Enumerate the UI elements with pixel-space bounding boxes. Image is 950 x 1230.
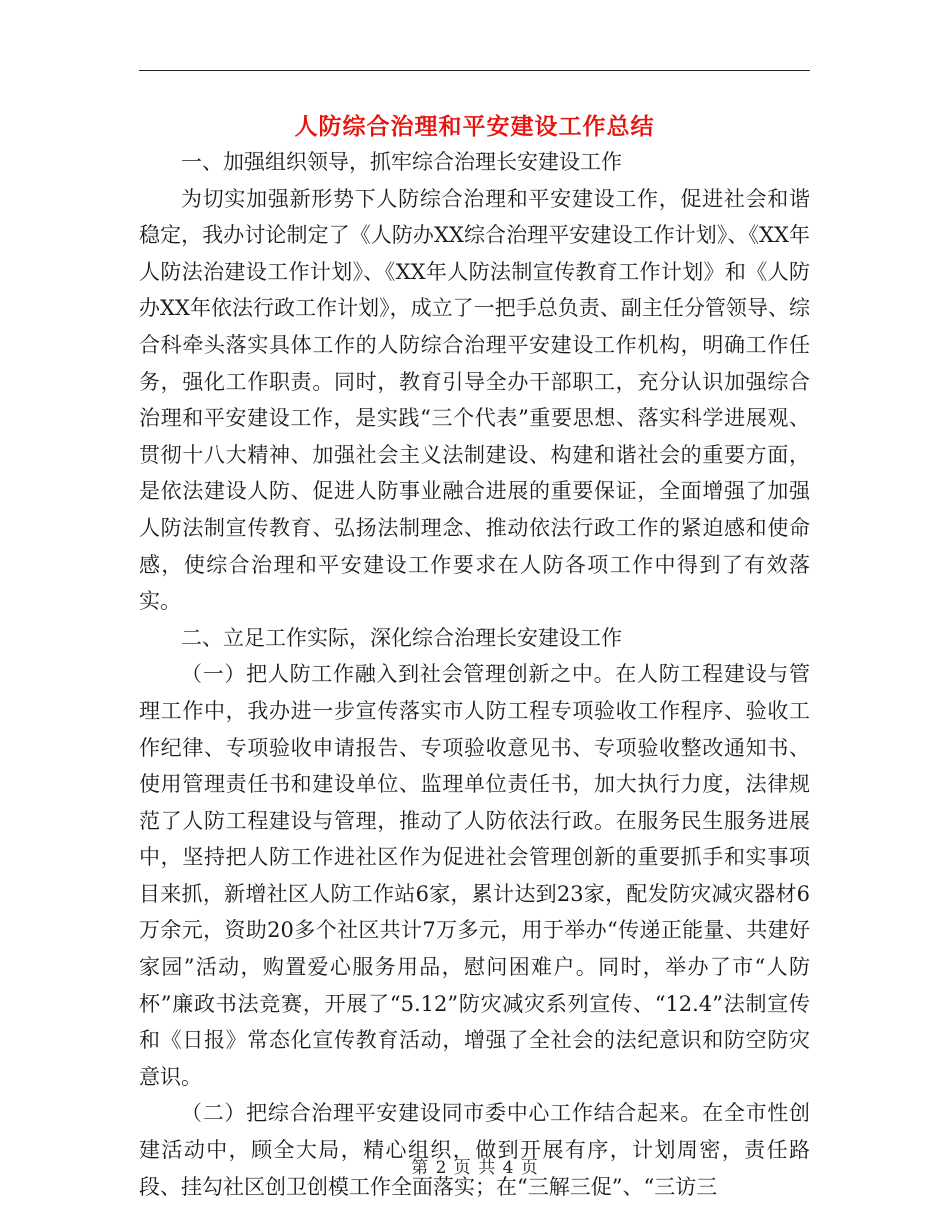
page-number-footer: 第 2 页 共 4 页 — [411, 1158, 539, 1178]
document-title: 人防综合治理和平安建设工作总结 — [294, 114, 655, 140]
header-rule — [139, 70, 810, 71]
paragraph-1: 为切实加强新形势下人防综合治理和平安建设工作，促进社会和谐稳定，我办讨论制定了《人防办XX综合治理平安建设工作计划》、《XX年人防法治建设工作计划》、《XX年人防法制宣传教育工作计划》和《人防办XX年依法行政工作计划》，成立了一把手总负责、副主任分管领导、综合科牵头落实具体工作的人防综合治理平安建设工作机构，明确工作任务，强化工作职责。同时，教育引导全办干部职工，充分认识加强综合治理和平安建设工作，是实践“三个代表”重要思想、落实科学进展观、贯彻十八大精神、加强社会主义法制建设、构建和谐社会的重要方面，是依法建设人防、促进人防事业融合进展的重要保证，全面增强了加强人防法制宣传教育、弘扬法制理念、推动依法行政工作的紧迫感和使命感，使综合治理和平安建设工作要求在人防各项工作中得到了有效落实。 — [139, 186, 810, 614]
section-heading-2: 二、立足工作实际，深化综合治理长安建设工作 — [181, 625, 622, 650]
paragraph-3: （二）把综合治理平安建设同市委中心工作结合起来。在全市性创建活动中，顾全大局，精心组织，做到开展有序，计划周密，责任路段、挂勾社区创卫创模工作全面落实；在“三解三促”、“三访三 — [139, 1101, 810, 1199]
paragraph-2: （一）把人防工作融入到社会管理创新之中。在人防工程建设与管理工作中，我办进一步宣传落实市人防工程专项验收工作程序、验收工作纪律、专项验收申请报告、专项验收意见书、专项验收整改通知书、使用管理责任书和建设单位、监理单位责任书，加大执行力度，法律规范了人防工程建设与管理，推动了人防依法行政。在服务民生服务进展中，坚持把人防工作进社区作为促进社会管理创新的重要抓手和实事项目来抓，新增社区人防工作站6家，累计达到23家，配发防灾减灾器材6万余元，资助20多个社区共计7万多元，用于举办“传递正能量、共建好家园”活动，购置爱心服务用品，慰问困难户。同时，举办了市“人防杯”廉政书法竞赛，开展了“5.12”防灾减灾系列宣传、“12.4”法制宣传和《日报》常态化宣传教育活动，增强了全社会的法纪意识和防空防灾意识。 — [139, 662, 810, 1089]
document-body — [139, 144, 810, 1205]
section-heading-1: 一、加强组织领导，抓牢综合治理长安建设工作 — [181, 150, 622, 174]
